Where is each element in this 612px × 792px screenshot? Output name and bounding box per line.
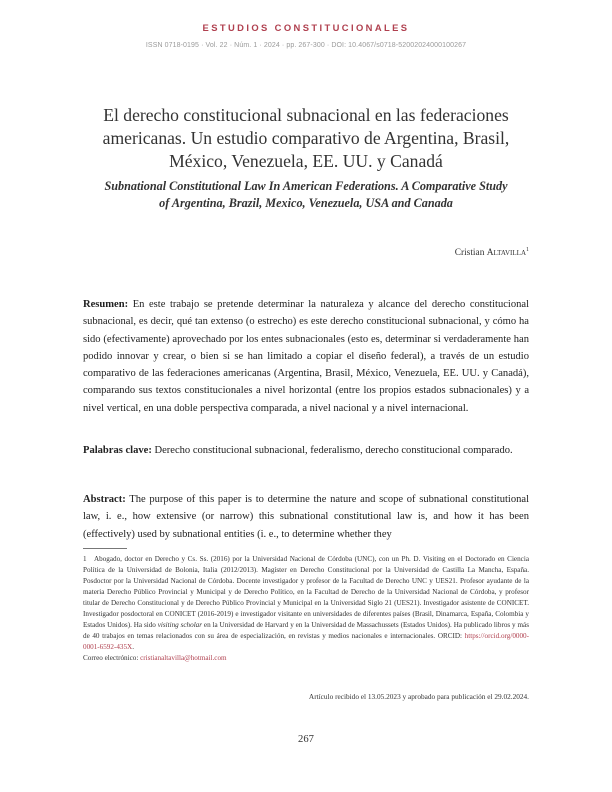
- footnote-divider: [83, 548, 127, 549]
- author-last-name: Altavilla: [486, 248, 526, 259]
- title-line-3: México, Venezuela, EE. UU. y Canadá: [169, 151, 443, 171]
- journal-name: ESTUDIOS CONSTITUCIONALES: [202, 22, 410, 33]
- title-line-1: El derecho constitucional subnacional en las federaciones: [103, 105, 509, 125]
- email-label: Correo electrónico:: [83, 654, 141, 663]
- footnote-text-part2: en la Universidad de Harvard y en la Universidad de Massachussets (Estados Unidos). Ha publicado libros y más de 40 trabajos en temas relacionados con su área de especialización, en revistas y medios nacionales e internacionales. ORCID:: [83, 621, 529, 641]
- author-line: [455, 247, 529, 258]
- email-link[interactable]: cristianaltavilla@hotmail.com: [140, 654, 227, 663]
- page-number: 267: [298, 734, 314, 745]
- keywords-paragraph: [83, 442, 529, 459]
- resumen-paragraph: [83, 296, 529, 417]
- abstract-paragraph: [83, 491, 529, 543]
- title-line-2: americanas. Un estudio comparativo de Argentina, Brasil,: [102, 128, 510, 148]
- footnote: 1 Abogado, doctor en Derecho y Cs. Ss. (2016) por la Universidad Nacional de Córdoba (UNC), con un Ph. D. Visiting en el Doctorado en Ciencia Política de la Universidad de Bolonia, Italia (2012/2013). Magíster en Derecho Constitucional por la Universidad de Castilla La Mancha, España. Posdoctor por la Universidad Nacional de Córdoba. Docente investigador y profesor de la Facultad de Derecho UNC y UES21. Profesor ayudante de la materia Derecho Público Provincial y Municipal y de Derecho Político, en la Facultad de Derecho de la Universidad Nacional de Córdoba, y profesor titular de Derecho Constitucional y de Derecho Público Provincial y Municipal en la Universidad Siglo 21 (UES21). Investigador asistente de CONICET. Investigador posdoctoral en CONICET (2016-2019) e investigador visitante en universidades de diferentes países (Brasil, Dinamarca, España, Colombia y Estados Unidos). Ha sido visiting scholar en la Universidad de Harvard y en la Universidad de Massachussets (Estados Unidos). Ha publicado libros y más de 40 trabajos en temas relacionados con su área de especialización, en revistas y medios nacionales e internacionales. ORCID: https://orcid.org/0000-0001-6592-435X. Correo electrónico: cristianaltavilla@hotmail.com: [83, 555, 529, 663]
- footnote-number: 1: [83, 555, 87, 563]
- received-note: Artículo recibido el 13.05.2023 y aprobado para publicación el 29.02.2024.: [308, 692, 529, 701]
- subtitle-line-2: of Argentina, Brazil, Mexico, Venezuela, USA and Canada: [159, 196, 453, 210]
- article-title-spanish: [80, 104, 532, 173]
- resumen-label: Resumen:: [83, 299, 129, 310]
- keywords-label: Palabras clave:: [83, 445, 152, 456]
- author-footnote-mark[interactable]: 1: [526, 247, 529, 253]
- abstract-text: The purpose of this paper is to determine the nature and scope of subnational constitutional law, i. e., how extensive (or narrow) this subnational constitutional law is, and how it has been (effectively) used by subnational entities (i. e., to determine whether they: [83, 494, 529, 540]
- orcid-link[interactable]: https://orcid.org/0000-0001-6592-435X: [83, 632, 529, 652]
- footnote-text-part1: Abogado, doctor en Derecho y Cs. Ss. (2016) por la Universidad Nacional de Córdoba (UNC), con un Ph. D. Visiting en el Doctorado en Ciencia Política de la Universidad de Bolonia, Italia (2012/2013). Magíster en Derecho Constitucional por la Universidad de Castilla La Mancha, España. Posdoctor por la Universidad Nacional de Córdoba. Docente investigador y profesor de la Facultad de Derecho UNC y UES21. Profesor ayudante de la materia Derecho Público Provincial y Municipal y de Derecho Político, en la Facultad de Derecho de la Universidad Nacional de Córdoba, y profesor titular de Derecho Constitucional y de Derecho Público Provincial y Municipal en la Universidad Siglo 21 (UES21). Investigador asistente de CONICET. Investigador posdoctoral en CONICET (2016-2019) e investigador visitante en universidades de diferentes países (Brasil, Dinamarca, España, Colombia y Estados Unidos). Ha sido: [83, 555, 529, 630]
- footnote-visiting-scholar: visiting scholar: [157, 621, 203, 630]
- subtitle-line-1: Subnational Constitutional Law In American Federations. A Comparative Study: [104, 179, 508, 193]
- article-title-english: [80, 178, 532, 212]
- keywords-text: Derecho constitucional subnacional, federalismo, derecho constitucional comparado.: [154, 445, 513, 456]
- resumen-text: En este trabajo se pretende determinar la naturaleza y alcance del derecho constitucional subnacional, es decir, qué tan extenso (o estrecho) es este derecho constitucional subnacional, y cómo ha sido (efectivamente) aprovechado por los entes subnacionales (esto es, determinar si verdaderamente han podido innovar y crear, o bien si se han limitado a copiar el diseño federal), a través de un estudio comparativo de las federaciones americanas (Argentina, Brasil, México, Venezuela, EE. UU. y Canadá), comparando sus textos constitucionales a nivel horizontal (entre los propios estados subnacionales) y a nivel vertical, en una doble perspectiva comparada, a nivel nacional y a nivel internacional.: [83, 299, 529, 414]
- abstract-label: Abstract:: [83, 494, 126, 505]
- issn-doi-line: ISSN 0718-0195 · Vol. 22 · Núm. 1 · 2024 · pp. 267-300 · DOI: 10.4067/s0718-52002024000100267: [145, 42, 467, 49]
- author-first-name: Cristian: [454, 248, 485, 259]
